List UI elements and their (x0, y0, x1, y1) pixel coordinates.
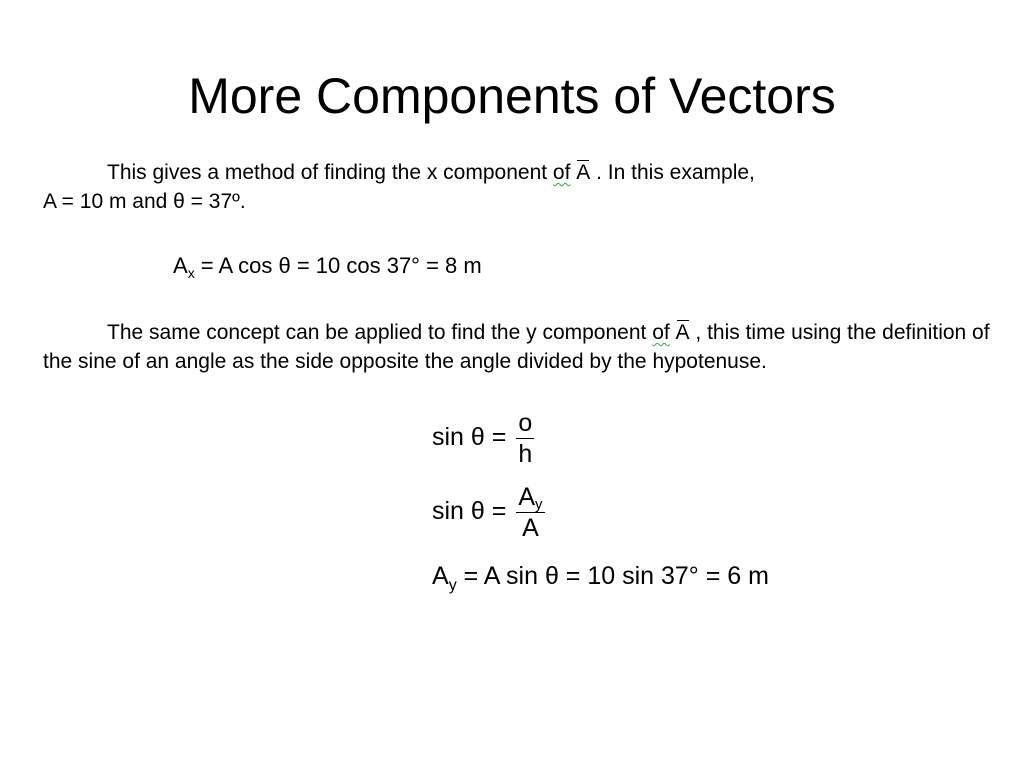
eq1-subscript: x (187, 265, 195, 281)
para2-rest: , this time using the definition of the sine of an angle as the side opposite the angle divided by the hypotenuse. (43, 321, 990, 373)
eq3-lhs: sin θ = (432, 497, 507, 526)
equation-ay (432, 562, 769, 594)
eq4-lhs: A (432, 562, 449, 590)
slide-title: More Components of Vectors (188, 68, 836, 124)
eq4-subscript: y (448, 577, 457, 594)
eq3-num-sub: y (535, 496, 543, 513)
paragraph-x-component (43, 158, 1003, 216)
fraction-ay-over-a (516, 482, 544, 543)
eq3-num-base: A (518, 483, 535, 511)
eq4-rhs: = A sin θ = 10 sin 37° = 6 m (456, 562, 769, 590)
equation-sin-o-h (432, 408, 537, 469)
vector-a-symbol: A (576, 158, 590, 187)
para1-mid: . In this example, (590, 161, 755, 184)
equation-ax (173, 252, 482, 280)
para2-lead: The same concept can be applied to find the y component (107, 321, 653, 344)
eq1-lhs: A (173, 253, 188, 278)
eq2-denominator: h (518, 440, 533, 468)
para1-line2: A = 10 m and θ = 37º. (43, 190, 246, 213)
paragraph-y-component (43, 318, 1003, 376)
spellcheck-word-of: of (552, 161, 571, 184)
eq3-denominator: A (522, 514, 539, 542)
equation-sin-ay-a (432, 482, 548, 543)
eq1-rhs: = A cos θ = 10 cos 37° = 8 m (194, 253, 482, 278)
vector-a-symbol: A (676, 318, 690, 347)
spellcheck-word-of: of (652, 321, 670, 344)
para1-lead: This gives a method of finding the x component (107, 161, 553, 184)
eq2-lhs: sin θ = (432, 423, 507, 452)
eq3-numerator (516, 482, 544, 513)
eq2-numerator: o (518, 409, 533, 437)
fraction-o-over-h (516, 408, 534, 469)
